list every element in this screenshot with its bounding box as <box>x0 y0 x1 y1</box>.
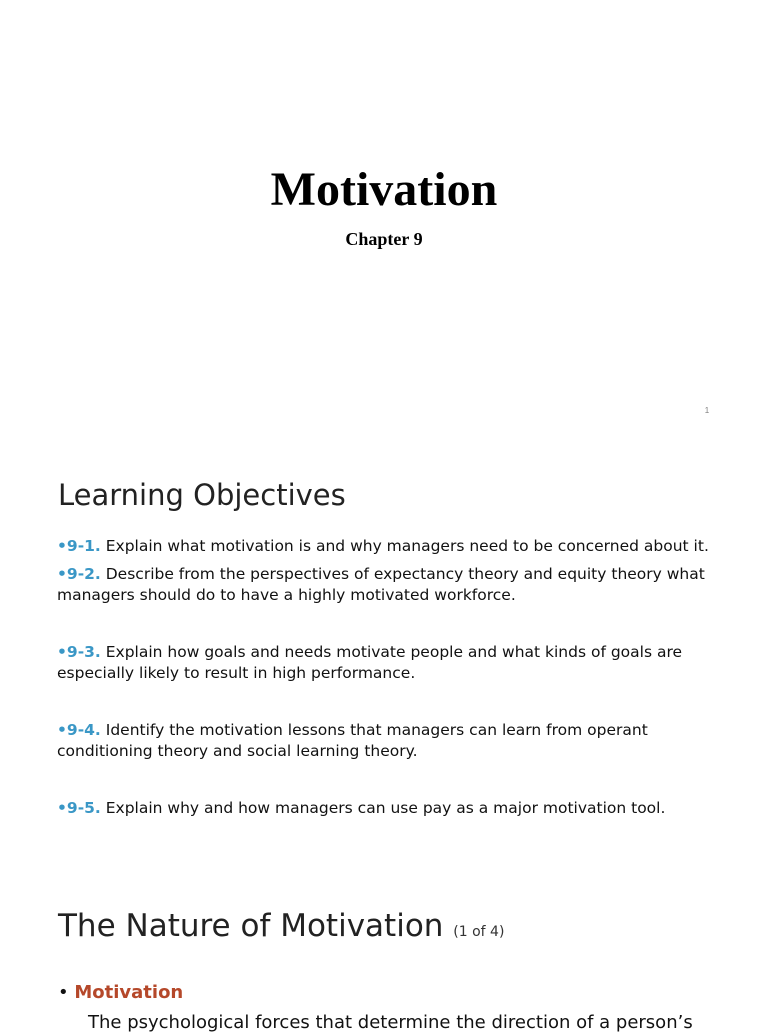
title-slide <box>0 0 768 432</box>
objective-item <box>57 798 717 819</box>
objective-text: Describe from the perspectives of expectancy theory and equity theory what managers should do to have a highly motivated workforce. <box>57 565 705 604</box>
objective-number: •9-3. <box>57 643 101 661</box>
slide-heading <box>58 906 504 952</box>
objective-text: Identify the motivation lessons that managers can learn from operant conditioning theory and social learning theory. <box>57 721 648 760</box>
term-label: Motivation <box>74 982 184 1003</box>
objective-number: •9-5. <box>57 799 101 817</box>
slide-subtitle: Chapter 9 <box>345 229 423 249</box>
objective-number: •9-4. <box>57 721 101 739</box>
part-label: (1 of 4) <box>453 924 505 940</box>
objective-text: Explain how goals and needs motivate people and what kinds of goals are especially likely to result in high performance. <box>57 643 683 682</box>
nature-of-motivation-slide <box>0 864 768 1033</box>
objective-item <box>57 564 717 606</box>
term-definition: The psychological forces that determine the direction of a person’s <box>88 1012 693 1033</box>
objective-number: •9-1. <box>57 537 101 555</box>
slide-title: Motivation <box>270 163 498 216</box>
objectives-list <box>57 532 717 819</box>
slide-heading: Learning Objectives <box>58 478 346 512</box>
slide-heading-text: The Nature of Motivation <box>58 908 444 944</box>
objective-item <box>57 642 717 684</box>
page-number: 1 <box>704 406 710 415</box>
objective-text: Explain what motivation is and why managers need to be concerned about it. <box>105 537 709 555</box>
objective-text: Explain why and how managers can use pay as a major motivation tool. <box>105 799 666 817</box>
learning-objectives-slide <box>0 432 768 864</box>
term-bullet <box>58 981 183 1005</box>
objective-item <box>57 720 717 762</box>
bullet-marker: • <box>58 982 69 1003</box>
objective-number: •9-2. <box>57 565 101 583</box>
objective-item <box>57 536 717 557</box>
